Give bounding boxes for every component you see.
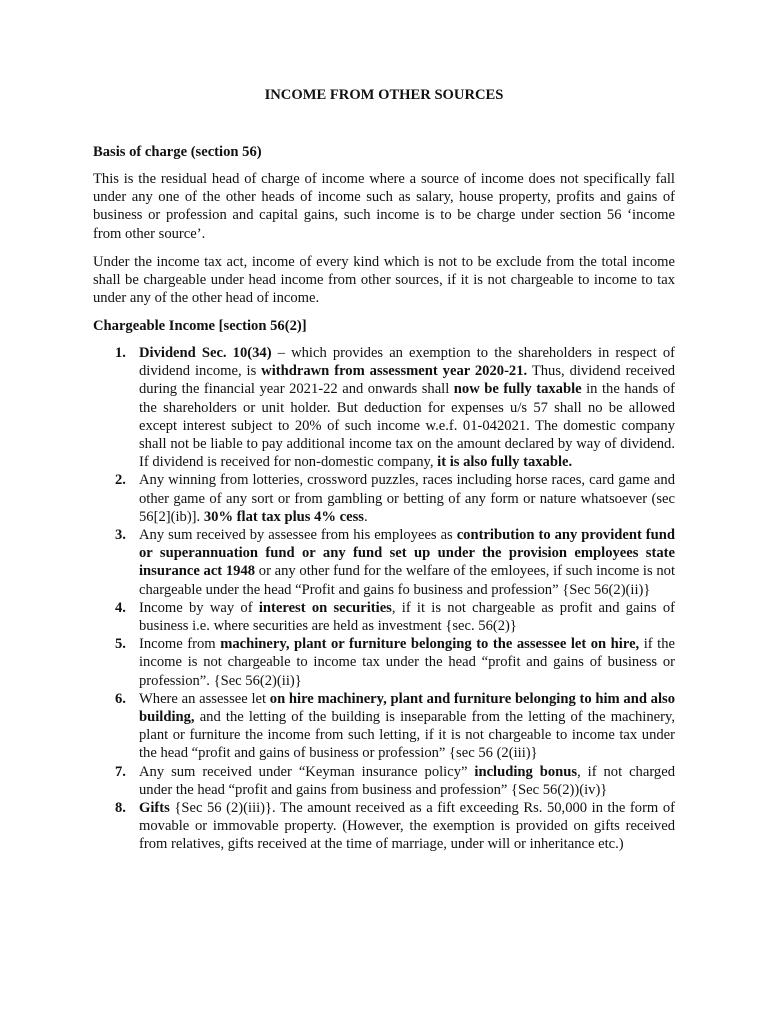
item-text-bold: machinery, plant or furniture belonging to the assessee let on hire,	[220, 636, 640, 653]
item-text: – which provides an exemption to the shareholders in respect of dividend income, is	[139, 345, 675, 380]
list-number: 1.	[115, 345, 126, 361]
paragraph-residual-head: This is the residual head of charge of income where a source of income does not specifically fall under any one of the other heads of income such as salary, house property, profits and gains of business or profession and capital gains, such income is to be charge under section 56 ‘income from other source’.	[93, 171, 675, 242]
item-text: Any sum received by assessee from his employees as	[139, 527, 457, 544]
item-text: {Sec 56 (2)(iii)}. The amount received as a fift exceeding Rs. 50,000 in the form of movable or immovable property. (However, the exemption is provided on gifts received from relatives, gifts received at the time of marriage, under will or inheritance etc.)	[139, 800, 675, 853]
list-number: 4.	[115, 599, 126, 616]
list-item-gifts	[115, 799, 675, 854]
list-item-keyman-insurance	[115, 763, 675, 799]
item-text: .	[363, 508, 368, 525]
list-item-machinery-hire	[115, 635, 675, 690]
list-item-interest-securities	[115, 599, 675, 635]
chargeable-income-list	[115, 344, 676, 854]
chargeable-heading: Chargeable Income [section 56(2)]	[93, 318, 307, 334]
item-text: , if not charged under the head “profit and gains from business and profession” {Sec 56(2))(iv)}	[139, 763, 675, 798]
list-number: 7.	[115, 763, 126, 780]
item-text: and the letting of the building is inseparable from the letting of the machinery, plant or furniture the income from such letting, if it is not chargeable to income tax under the head “profit and gains of business or profession” {sec 56 (2(iii)}	[139, 709, 675, 762]
item-text-bold: Dividend Sec. 10(34)	[139, 345, 272, 361]
item-text: , if it is not chargeable as profit and gains of business i.e. where securities are held as investment {sec. 56(2)}	[139, 599, 675, 635]
item-text: Any sum received under “Keyman insurance policy”	[139, 763, 475, 780]
item-text-bold: on hire machinery, plant and furniture belonging to him and also building,	[139, 690, 675, 726]
item-text: if the income is not chargeable to income tax under the head “profit and gains of business or profession”. {Sec 56(2)(ii)}	[139, 636, 675, 689]
list-item-building-letting	[115, 690, 675, 763]
item-text-bold: withdrawn from assessment year 2020-21.	[261, 363, 528, 380]
item-text: Income by way of	[139, 599, 259, 616]
item-text-bold: it is also fully taxable.	[437, 454, 573, 471]
list-item-provident-fund	[115, 526, 676, 599]
item-text-bold: now be fully taxable	[453, 381, 582, 398]
item-text-bold: contribution to any provident fund or superannuation fund or any fund set up under the provision employees state insurance act 1948	[139, 527, 676, 580]
page-title: INCOME FROM OTHER SOURCES	[264, 87, 504, 103]
list-number: 3.	[115, 527, 126, 544]
list-number: 6.	[115, 690, 126, 707]
item-text: or any other fund for the welfare of the emloyees, if such income is not chargeable under the head “Profit and gains fo business and profession” {Sec 56(2)(ii)}	[139, 563, 676, 598]
list-number: 2.	[115, 472, 126, 489]
item-text: Any winning from lotteries, crossword puzzles, races including horse races, card game and other game of any sort or from gambling or betting of any form or nature whatsoever (sec 56[2](ib)].	[139, 472, 675, 525]
item-text: Income from	[139, 636, 221, 653]
basis-heading: Basis of charge (section 56)	[93, 144, 262, 160]
paragraph-income-tax-act: Under the income tax act, income of every kind which is not to be exclude from the total income shall be chargeable under head income from other sources, if it is not chargeable to income to tax under any of the other head of income.	[93, 254, 675, 307]
list-number: 5.	[115, 636, 126, 653]
list-item-lotteries	[115, 471, 675, 526]
item-text-bold: including bonus	[474, 763, 578, 780]
item-text: Where an assessee let	[139, 690, 270, 707]
list-number: 8.	[115, 800, 126, 817]
item-text: in the hands of the shareholders or unit holder. But deduction for expenses u/s 57 shall no be allowed except interest subject to 20% of such income w.e.f. 01-042021. The domestic company shall not be liable to pay additional income tax on the amount declared by way of dividend. If dividend is received for non-domestic company,	[139, 381, 675, 471]
item-text: Thus, dividend received during the financial year 2021-22 and onwards shall	[139, 363, 675, 398]
item-text-bold: interest on securities	[258, 599, 392, 616]
list-item-dividend	[115, 344, 675, 471]
item-text-bold: Gifts	[139, 800, 170, 817]
item-text-bold: 30% flat tax plus 4% cess	[203, 508, 364, 525]
